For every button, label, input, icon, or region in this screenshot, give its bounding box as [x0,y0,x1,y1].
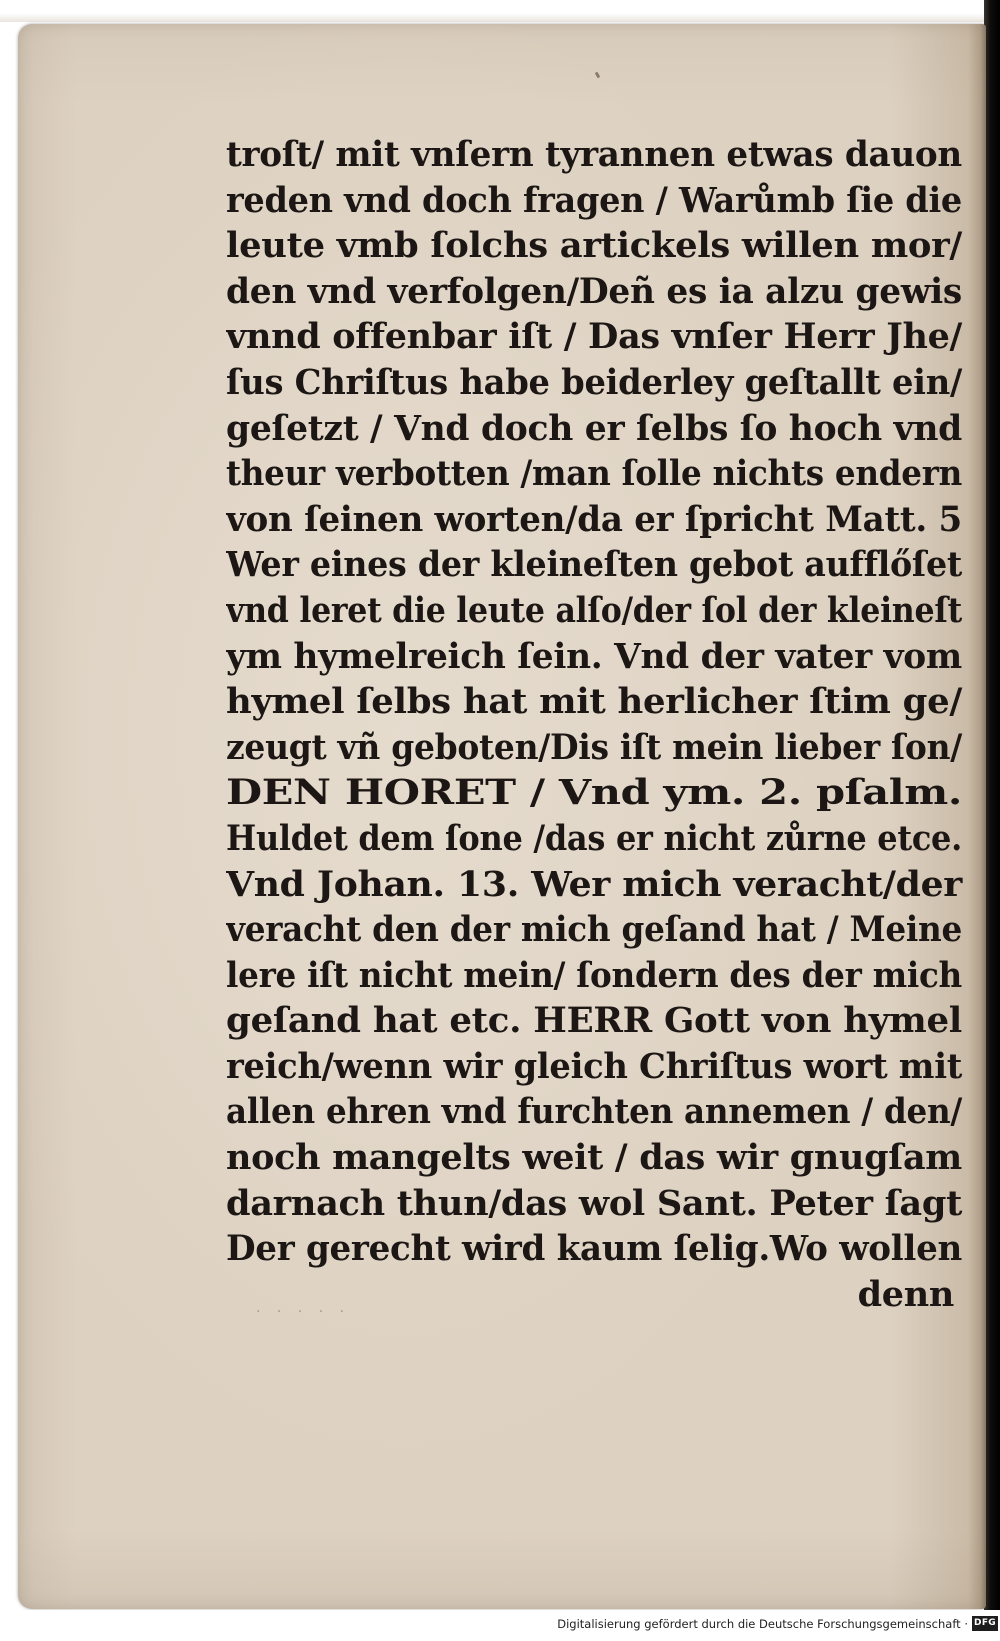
footer-bar [0,1610,1000,1641]
text-line: noch mangelts weit / das wir gnugſam [226,1137,962,1179]
text-line: von ſeinen worten/da er ſpricht Matt. 5 [226,498,962,540]
bleed-through-marks: . . . . . [256,1300,351,1316]
text-line: allen ehren vnd furchten annemen / den/ [226,1091,962,1133]
text-line: leute vmb ſolchs artickels willen mor/ [226,225,962,267]
text-line: ſus Chriſtus habe beiderley geſtallt ein/ [226,361,962,403]
text-line: hymel ſelbs hat mit herlicher ſtim ge/ [226,681,962,723]
page-text-block [226,132,966,1317]
text-line: ym hymelreich ſein. Vnd der vater vom [226,635,962,677]
paper-speck [595,72,601,79]
catchword: denn [857,1273,954,1315]
text-line: vnd leret die leute alſo/der ſol der kleineſt [226,589,962,631]
page-fold-shadow [968,24,986,1609]
book-binding-edge [984,0,1000,1610]
text-line: darnach thun/das wol Sant. Peter ſagt [226,1182,962,1224]
text-line: geſetzt / Vnd doch er ſelbs ſo hoch vnd [226,407,962,449]
text-line: troſt/ mit vnſern tyrannen etwas dauon [226,134,962,175]
funding-credit: Digitalisierung gefördert durch die Deutsche Forschungsgemeinschaft · [557,1617,968,1631]
text-line: geſand hat etc. HERR Gott von hymel [226,1000,962,1042]
dfg-logo: DFG [972,1616,998,1631]
text-line: Der gerecht wird kaum ſelig.Wo wollen [226,1228,962,1270]
text-line: Huldet dem ſone /das er nicht zůrne etce. [226,817,962,859]
book-page [18,24,986,1609]
text-line: veracht den der mich geſand hat / Meine [226,909,962,951]
text-line: Wer eines der kleineſten gebot aufflőſet [226,544,962,586]
text-line: den vnd verfolgen/Deñ es ia alzu gewis [226,270,962,312]
text-line: reich/wenn wir gleich Chriſtus wort mit [226,1045,962,1087]
top-margin [0,0,1000,22]
text-line: lere iſt nicht mein/ ſondern des der mich [226,954,962,996]
text-line: Vnd Johan. 13. Wer mich veracht/der [226,863,962,905]
text-line: theur verbotten /man ſolle nichts endern [226,453,962,495]
text-line: DEN HORET / Vnd ym. 2. pſalm. [226,772,962,814]
text-line: zeugt vñ geboten/Dis iſt mein lieber ſon/ [226,726,962,768]
text-line: reden vnd doch fragen / Warůmb ſie die [226,179,962,221]
text-line: vnnd offenbar iſt / Das vnſer Herr Jhe/ [226,316,962,358]
